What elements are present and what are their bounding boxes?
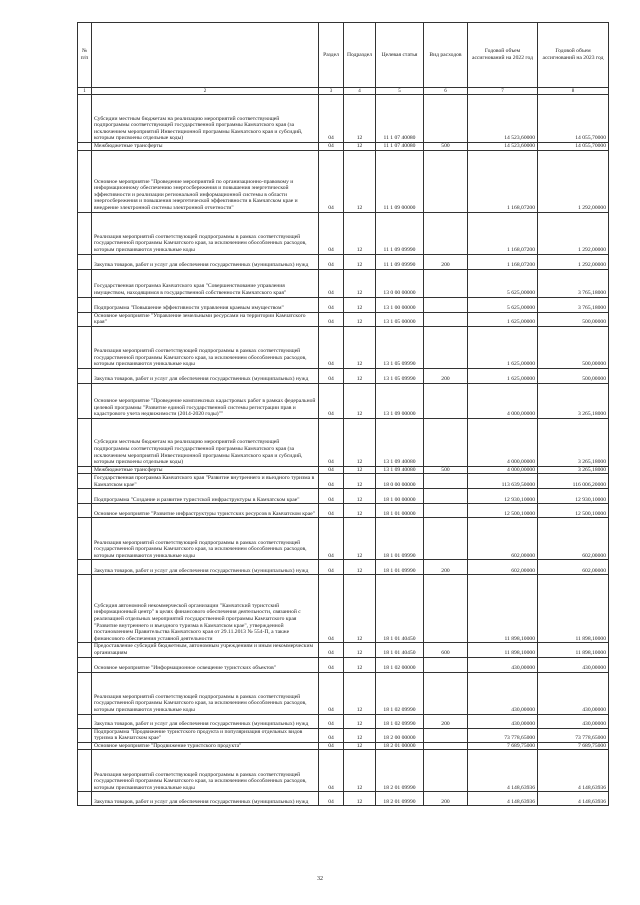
cell-number <box>78 418 92 466</box>
cell-amount-2022: 14 523,60000 <box>468 95 538 143</box>
header-year-2023: Годовой объем ассигнований на 2023 год <box>538 23 609 88</box>
cell-number <box>78 312 92 326</box>
cell-name: Основное мероприятие "Проведение мероприятий по организационно-правовому и информационному обеспечению энергосбережения и повышения энергетической эффективности и реализации региональной информационной системы в области энергосбережения и повышения энергетической эффективности в Камчатском крае и внедрение электронной системы электронной отчетности" <box>92 150 319 212</box>
cell-amount-2022: 12 930,10000 <box>468 489 538 504</box>
column-index: 8 <box>538 88 609 95</box>
table-row <box>78 643 609 657</box>
cell-number <box>78 254 92 269</box>
table-row <box>78 750 609 792</box>
cell-name: Закупка товаров, работ и услуг для обеспечения государственных (муниципальных) нужд <box>92 254 319 269</box>
cell-amount-2023: 1 292,00000 <box>538 212 609 254</box>
cell-expense-type: 200 <box>424 368 468 383</box>
cell-target-article: 18 0 00 00000 <box>376 474 424 489</box>
cell-target-article: 11 1 09 00000 <box>376 150 424 212</box>
cell-amount-2023: 73 778,65000 <box>538 728 609 742</box>
cell-expense-type <box>424 312 468 326</box>
cell-amount-2023: 1 292,00000 <box>538 254 609 269</box>
cell-target-article: 18 1 02 09990 <box>376 672 424 714</box>
cell-amount-2023: 14 055,70000 <box>538 143 609 151</box>
cell-amount-2023: 4 148,63936 <box>538 750 609 792</box>
cell-target-article: 18 1 01 40450 <box>376 575 424 643</box>
cell-podrazdel: 12 <box>344 269 376 297</box>
cell-amount-2023: 11 898,10000 <box>538 575 609 643</box>
cell-razdel: 04 <box>319 297 344 312</box>
table-row <box>78 575 609 643</box>
cell-target-article: 13 1 05 00000 <box>376 312 424 326</box>
cell-razdel: 04 <box>319 714 344 728</box>
cell-amount-2022: 4 148,63936 <box>468 750 538 792</box>
cell-expense-type: 500 <box>424 143 468 151</box>
cell-amount-2023: 602,00000 <box>538 518 609 560</box>
cell-amount-2022: 113 639,50000 <box>468 474 538 489</box>
cell-expense-type <box>424 212 468 254</box>
cell-amount-2022: 73 778,65000 <box>468 728 538 742</box>
table-row <box>78 297 609 312</box>
cell-target-article: 11 1 07 40080 <box>376 143 424 151</box>
cell-name: Закупка товаров, работ и услуг для обеспечения государственных (муниципальных) нужд <box>92 560 319 575</box>
cell-expense-type <box>424 489 468 504</box>
cell-razdel: 04 <box>319 312 344 326</box>
cell-podrazdel: 12 <box>344 418 376 466</box>
cell-podrazdel: 12 <box>344 792 376 806</box>
cell-expense-type: 200 <box>424 714 468 728</box>
cell-podrazdel: 12 <box>344 297 376 312</box>
cell-razdel: 04 <box>319 657 344 672</box>
cell-razdel: 04 <box>319 254 344 269</box>
cell-name: Реализация мероприятий соответствующей подпрограммы в рамках соответствующей государственной программы Камчатского края, за исключением обособленных расходов, которым присваиваются уникальные коды <box>92 212 319 254</box>
budget-table <box>77 22 609 806</box>
cell-name: Государственная программа Камчатского края "Развитие внутреннего и въездного туризма в Камчатском крае" <box>92 474 319 489</box>
cell-name: Субсидии местным бюджетам на реализацию мероприятий соответствующей подпрограммы соответствующей государственной программы Камчатского края (за исключением мероприятий Инвестиционной программы Камчатского края и субсидий, которым присвоены отдельные коды) <box>92 418 319 466</box>
cell-target-article: 11 1 09 09990 <box>376 254 424 269</box>
cell-number <box>78 672 92 714</box>
cell-expense-type <box>424 728 468 742</box>
cell-target-article: 18 2 01 09990 <box>376 792 424 806</box>
cell-amount-2022: 4 000,00000 <box>468 383 538 418</box>
cell-number <box>78 212 92 254</box>
table-row <box>78 489 609 504</box>
cell-amount-2022: 1 625,00000 <box>468 312 538 326</box>
cell-razdel: 04 <box>319 143 344 151</box>
cell-expense-type <box>424 657 468 672</box>
cell-name: Государственная программа Камчатского края "Совершенствование управления имуществом, находящимся в государственной собственности Камчатского края" <box>92 269 319 297</box>
cell-podrazdel: 12 <box>344 326 376 368</box>
cell-number <box>78 728 92 742</box>
cell-podrazdel: 12 <box>344 368 376 383</box>
cell-amount-2023: 116 006,20000 <box>538 474 609 489</box>
cell-target-article: 13 1 05 09990 <box>376 326 424 368</box>
cell-number <box>78 489 92 504</box>
table-row <box>78 474 609 489</box>
table-row <box>78 728 609 742</box>
cell-expense-type <box>424 418 468 466</box>
table-body <box>78 95 609 806</box>
header-podrazdel: Подраздел <box>344 23 376 88</box>
cell-amount-2022: 602,00000 <box>468 560 538 575</box>
cell-razdel: 04 <box>319 489 344 504</box>
table-row <box>78 326 609 368</box>
table-row <box>78 368 609 383</box>
cell-razdel: 04 <box>319 466 344 474</box>
cell-name: Подпрограмма "Продвижение туристского продукта и популяризация отдельных видов туризма в Камчатском крае" <box>92 728 319 742</box>
cell-name: Реализация мероприятий соответствующей подпрограммы в рамках соответствующей государственной программы Камчатского края, за исключением обособленных расходов, которым присваиваются уникальные коды <box>92 326 319 368</box>
cell-expense-type: 500 <box>424 466 468 474</box>
header-name <box>92 23 319 88</box>
cell-target-article: 18 2 01 09990 <box>376 750 424 792</box>
table-row <box>78 792 609 806</box>
cell-target-article: 13 1 09 00000 <box>376 383 424 418</box>
cell-name: Межбюджетные трансферты <box>92 466 319 474</box>
cell-podrazdel: 12 <box>344 560 376 575</box>
cell-podrazdel: 12 <box>344 672 376 714</box>
table-row <box>78 504 609 518</box>
cell-amount-2023: 430,00000 <box>538 672 609 714</box>
cell-target-article: 18 1 01 09990 <box>376 560 424 575</box>
cell-name: Основное мероприятие "Развитие инфраструктуры туристских ресурсов в Камчатском крае" <box>92 504 319 518</box>
cell-target-article: 13 1 09 40080 <box>376 466 424 474</box>
cell-expense-type <box>424 750 468 792</box>
cell-podrazdel: 12 <box>344 504 376 518</box>
cell-number <box>78 474 92 489</box>
column-index: 4 <box>344 88 376 95</box>
table-row <box>78 672 609 714</box>
cell-podrazdel: 12 <box>344 750 376 792</box>
table-row <box>78 418 609 466</box>
table-row <box>78 742 609 750</box>
cell-target-article: 18 1 00 00000 <box>376 489 424 504</box>
cell-podrazdel: 12 <box>344 714 376 728</box>
cell-name: Реализация мероприятий соответствующей подпрограммы в рамках соответствующей государственной программы Камчатского края, за исключением обособленных расходов, которым присваиваются уникальные коды <box>92 750 319 792</box>
cell-number <box>78 714 92 728</box>
cell-amount-2022: 1 168,07200 <box>468 254 538 269</box>
cell-podrazdel: 12 <box>344 383 376 418</box>
cell-number <box>78 750 92 792</box>
cell-expense-type <box>424 95 468 143</box>
cell-amount-2022: 14 523,60000 <box>468 143 538 151</box>
cell-expense-type: 200 <box>424 792 468 806</box>
cell-name: Подпрограмма "Создание и развитие туристской инфраструктуры в Камчатском крае" <box>92 489 319 504</box>
cell-number <box>78 560 92 575</box>
cell-amount-2023: 500,00000 <box>538 368 609 383</box>
header-razdel: Раздел <box>319 23 344 88</box>
table-row <box>78 95 609 143</box>
cell-razdel: 04 <box>319 474 344 489</box>
cell-amount-2022: 4 000,00000 <box>468 418 538 466</box>
cell-razdel: 04 <box>319 728 344 742</box>
cell-amount-2022: 12 500,10000 <box>468 504 538 518</box>
cell-razdel: 04 <box>319 326 344 368</box>
cell-target-article: 13 1 09 40080 <box>376 418 424 466</box>
cell-amount-2023: 3 265,18000 <box>538 466 609 474</box>
column-index: 2 <box>92 88 319 95</box>
page-number: 32 <box>317 876 323 882</box>
cell-name: Закупка товаров, работ и услуг для обеспечения государственных (муниципальных) нужд <box>92 368 319 383</box>
cell-expense-type <box>424 474 468 489</box>
cell-target-article: 13 0 00 00000 <box>376 269 424 297</box>
cell-razdel: 04 <box>319 575 344 643</box>
cell-number <box>78 368 92 383</box>
cell-target-article: 18 1 01 00000 <box>376 504 424 518</box>
cell-name: Основное мероприятие "Информационное освещение туристских объектов" <box>92 657 319 672</box>
cell-amount-2023: 500,00000 <box>538 326 609 368</box>
cell-amount-2022: 5 625,00000 <box>468 297 538 312</box>
table-row <box>78 212 609 254</box>
cell-amount-2022: 1 168,07200 <box>468 212 538 254</box>
cell-number <box>78 657 92 672</box>
cell-amount-2022: 430,00000 <box>468 672 538 714</box>
cell-podrazdel: 12 <box>344 95 376 143</box>
cell-razdel: 04 <box>319 95 344 143</box>
column-index-row <box>78 88 609 95</box>
header-row <box>78 23 609 88</box>
cell-razdel: 04 <box>319 672 344 714</box>
cell-expense-type <box>424 742 468 750</box>
cell-amount-2023: 3 765,18000 <box>538 297 609 312</box>
cell-podrazdel: 12 <box>344 728 376 742</box>
cell-name: Основное мероприятие "Управление земельными ресурсами на территории Камчатского края" <box>92 312 319 326</box>
cell-number <box>78 326 92 368</box>
cell-razdel: 04 <box>319 269 344 297</box>
cell-razdel: 04 <box>319 383 344 418</box>
cell-amount-2022: 7 689,75000 <box>468 742 538 750</box>
cell-podrazdel: 12 <box>344 489 376 504</box>
cell-name: Основное мероприятие "Продвижение туристского продукта" <box>92 742 319 750</box>
cell-amount-2022: 1 168,07200 <box>468 150 538 212</box>
cell-expense-type <box>424 383 468 418</box>
cell-amount-2022: 4 000,00000 <box>468 466 538 474</box>
cell-expense-type: 600 <box>424 643 468 657</box>
cell-number <box>78 643 92 657</box>
cell-expense-type <box>424 672 468 714</box>
cell-amount-2023: 602,00000 <box>538 560 609 575</box>
cell-target-article: 11 1 09 09990 <box>376 212 424 254</box>
table-row <box>78 714 609 728</box>
cell-razdel: 04 <box>319 504 344 518</box>
cell-amount-2023: 500,00000 <box>538 312 609 326</box>
cell-podrazdel: 12 <box>344 518 376 560</box>
cell-name: Реализация мероприятий соответствующей подпрограммы в рамках соответствующей государственной программы Камчатского края, за исключением обособленных расходов, которым присваиваются уникальные коды <box>92 518 319 560</box>
cell-name: Реализация мероприятий соответствующей подпрограммы в рамках соответствующей государственной программы Камчатского края, за исключением обособленных расходов, которым присваиваются уникальные коды <box>92 672 319 714</box>
cell-podrazdel: 12 <box>344 312 376 326</box>
cell-razdel: 04 <box>319 150 344 212</box>
cell-podrazdel: 12 <box>344 474 376 489</box>
cell-razdel: 04 <box>319 750 344 792</box>
cell-name: Субсидия автономной некоммерческой организации "Камчатский туристский информационный центр" в целях финансового обеспечения деятельности, связанной с реализацией отдельных мероприятий государственной программы Камчатского края "Развитие внутреннего и въездного туризма в Камчатском крае", утвержденной постановлением Правительства Камчатского края от 29.11.2013 № 554-П, а также финансового обеспечения уставной деятельности <box>92 575 319 643</box>
cell-razdel: 04 <box>319 368 344 383</box>
column-index: 3 <box>319 88 344 95</box>
cell-amount-2022: 430,00000 <box>468 657 538 672</box>
cell-target-article: 18 2 00 00000 <box>376 728 424 742</box>
cell-expense-type <box>424 518 468 560</box>
cell-target-article: 13 1 05 09990 <box>376 368 424 383</box>
cell-razdel: 04 <box>319 560 344 575</box>
cell-number <box>78 297 92 312</box>
cell-expense-type <box>424 504 468 518</box>
cell-amount-2023: 430,00000 <box>538 657 609 672</box>
cell-number <box>78 269 92 297</box>
cell-number <box>78 504 92 518</box>
table-row <box>78 312 609 326</box>
cell-amount-2023: 7 689,75000 <box>538 742 609 750</box>
cell-razdel: 04 <box>319 418 344 466</box>
cell-amount-2023: 11 898,10000 <box>538 643 609 657</box>
cell-podrazdel: 12 <box>344 254 376 269</box>
cell-amount-2022: 1 625,00000 <box>468 368 538 383</box>
cell-amount-2023: 430,00000 <box>538 714 609 728</box>
table-row <box>78 269 609 297</box>
cell-amount-2022: 4 148,63936 <box>468 792 538 806</box>
cell-razdel: 04 <box>319 742 344 750</box>
cell-amount-2023: 1 292,00000 <box>538 150 609 212</box>
cell-amount-2023: 14 055,70000 <box>538 95 609 143</box>
cell-amount-2023: 3 265,18000 <box>538 418 609 466</box>
cell-number <box>78 150 92 212</box>
cell-number <box>78 383 92 418</box>
header-year-2022: Годовой объем ассигнований на 2022 год <box>468 23 538 88</box>
cell-razdel: 04 <box>319 643 344 657</box>
column-index: 1 <box>78 88 92 95</box>
cell-amount-2022: 5 625,00000 <box>468 269 538 297</box>
cell-amount-2022: 602,00000 <box>468 518 538 560</box>
cell-amount-2023: 3 765,18000 <box>538 269 609 297</box>
table-row <box>78 657 609 672</box>
cell-amount-2023: 12 500,10000 <box>538 504 609 518</box>
cell-number <box>78 575 92 643</box>
cell-number <box>78 792 92 806</box>
cell-number <box>78 518 92 560</box>
cell-razdel: 04 <box>319 212 344 254</box>
table-row <box>78 143 609 151</box>
cell-target-article: 18 1 01 40450 <box>376 643 424 657</box>
column-index: 5 <box>376 88 424 95</box>
cell-podrazdel: 12 <box>344 150 376 212</box>
cell-name: Закупка товаров, работ и услуг для обеспечения государственных (муниципальных) нужд <box>92 792 319 806</box>
cell-target-article: 18 2 01 00000 <box>376 742 424 750</box>
cell-podrazdel: 12 <box>344 742 376 750</box>
cell-name: Субсидии местным бюджетам на реализацию мероприятий соответствующей подпрограммы соответствующей государственной программы Камчатского края (за исключением мероприятий Инвестиционной программы Камчатского края и субсидий, которым присвоены отдельные коды) <box>92 95 319 143</box>
table-row <box>78 150 609 212</box>
cell-target-article: 18 1 01 09990 <box>376 518 424 560</box>
cell-target-article: 13 1 00 00000 <box>376 297 424 312</box>
cell-amount-2023: 4 148,63936 <box>538 792 609 806</box>
cell-name: Предоставление субсидий бюджетным, автономным учреждениям и иным некоммерческим организациям <box>92 643 319 657</box>
cell-podrazdel: 12 <box>344 212 376 254</box>
cell-expense-type <box>424 150 468 212</box>
table-row <box>78 383 609 418</box>
cell-amount-2023: 3 265,18000 <box>538 383 609 418</box>
cell-expense-type: 200 <box>424 254 468 269</box>
cell-podrazdel: 12 <box>344 657 376 672</box>
cell-number <box>78 143 92 151</box>
cell-expense-type <box>424 297 468 312</box>
cell-target-article: 11 1 07 40080 <box>376 95 424 143</box>
table-row <box>78 466 609 474</box>
cell-expense-type: 200 <box>424 560 468 575</box>
cell-name: Межбюджетные трансферты <box>92 143 319 151</box>
column-index: 6 <box>424 88 468 95</box>
cell-number <box>78 466 92 474</box>
cell-name: Подпрограмма "Повышение эффективности управления краевым имуществом" <box>92 297 319 312</box>
cell-amount-2023: 12 930,10000 <box>538 489 609 504</box>
cell-expense-type <box>424 269 468 297</box>
cell-expense-type <box>424 326 468 368</box>
cell-target-article: 18 1 02 09990 <box>376 714 424 728</box>
column-index: 7 <box>468 88 538 95</box>
cell-amount-2022: 11 898,10000 <box>468 575 538 643</box>
cell-podrazdel: 12 <box>344 643 376 657</box>
cell-razdel: 04 <box>319 792 344 806</box>
header-target-article: Целевая статья <box>376 23 424 88</box>
cell-podrazdel: 12 <box>344 466 376 474</box>
cell-name: Закупка товаров, работ и услуг для обеспечения государственных (муниципальных) нужд <box>92 714 319 728</box>
header-number: № п/п <box>78 23 92 88</box>
cell-amount-2022: 1 625,00000 <box>468 326 538 368</box>
cell-expense-type <box>424 575 468 643</box>
cell-podrazdel: 12 <box>344 575 376 643</box>
table-row <box>78 254 609 269</box>
cell-target-article: 18 1 02 00000 <box>376 657 424 672</box>
table-row <box>78 560 609 575</box>
cell-razdel: 04 <box>319 518 344 560</box>
cell-name: Основное мероприятие "Проведение комплексных кадастровых работ в рамках федеральной целевой программы "Развитие единой государственной системы регистрации прав и кадастрового учета недвижимости (2014-2020 годы)"" <box>92 383 319 418</box>
cell-amount-2022: 11 898,10000 <box>468 643 538 657</box>
table-row <box>78 518 609 560</box>
cell-number <box>78 742 92 750</box>
cell-number <box>78 95 92 143</box>
cell-podrazdel: 12 <box>344 143 376 151</box>
cell-amount-2022: 430,00000 <box>468 714 538 728</box>
header-expense-type: Вид расходов <box>424 23 468 88</box>
